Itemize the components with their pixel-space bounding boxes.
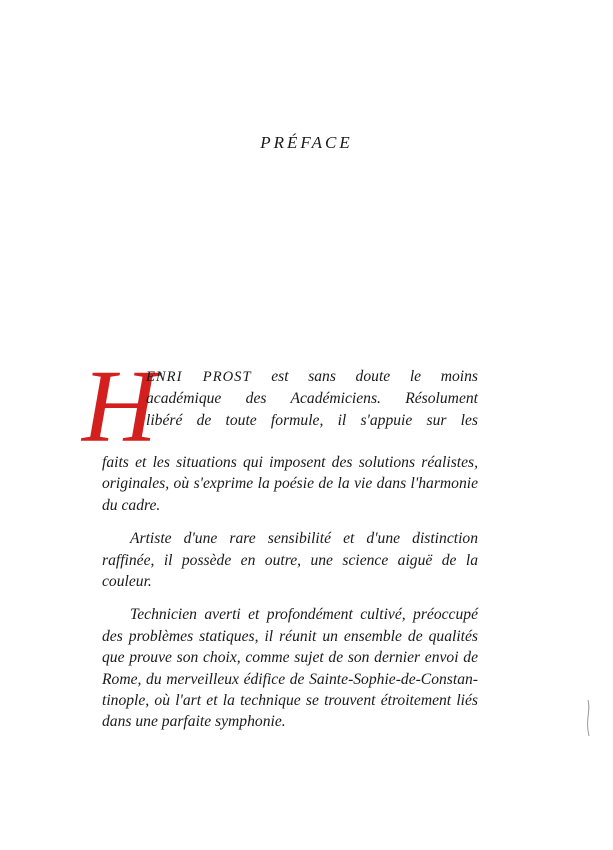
lead-caps: ENRI PROST [146, 369, 252, 385]
paragraph-2 [102, 528, 478, 592]
paragraph-2-line-1: Artiste d'une rare sensibilité et d'une distinction [130, 530, 478, 548]
paragraph-3-line-6: dans une parfaite symphonie. [102, 713, 286, 731]
margin-pencil-mark-icon [581, 698, 595, 738]
paragraph-1-line-6: du cadre. [102, 496, 161, 514]
paragraph-1-line-2: académique des Académiciens. Résolument [146, 390, 478, 408]
paragraph-1-line-3: libéré de toute formule, il s'appuie sur les [146, 411, 478, 429]
paragraph-3-line-5: tinople, où l'art et la technique se trouvent étroitement liés [102, 692, 478, 710]
paragraph-1-line-5: originales, où s'exprime la poésie de la vie dans l'harmonie [102, 475, 478, 493]
paragraph-3 [102, 604, 478, 732]
paragraph-3-line-2: des problèmes statiques, il réunit un ensemble de qualités [102, 627, 478, 645]
paragraph-3-line-3: que prouve son choix, comme sujet de son dernier envoi de [102, 649, 478, 667]
paragraph-1-line-1: ENRI PROST est sans doute le moins [146, 368, 478, 385]
drop-cap: H [82, 349, 158, 464]
paragraph-2-line-2: raffinée, il possède en outre, une science aiguë de la couleur. [102, 551, 478, 591]
paragraph-3-line-4: Rome, du merveilleux édifice de Sainte-Sophie-de-Constan- [102, 670, 478, 688]
paragraph-3-line-1: Technicien averti et profondément cultivé, préoccupé [130, 606, 478, 624]
preface-body [82, 349, 478, 733]
page-title: PRÉFACE [260, 133, 353, 152]
paragraph-1 [82, 349, 478, 516]
paragraph-1-line-4: faits et les situations qui imposent des solutions réalistes, [102, 454, 478, 471]
